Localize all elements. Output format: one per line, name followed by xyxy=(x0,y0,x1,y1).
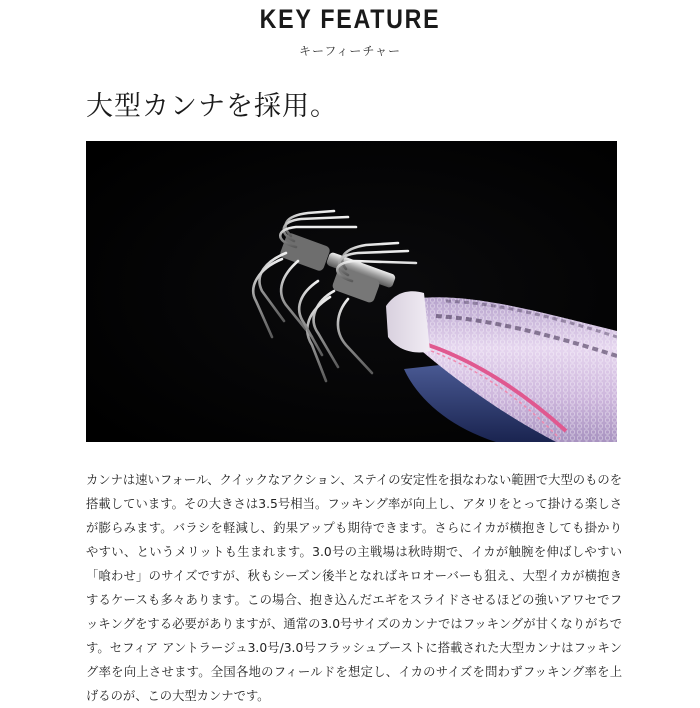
section-title: 大型カンナを採用。 xyxy=(86,91,338,122)
description-text: カンナは速いフォール、クイックなアクション、ステイの安定性を損なわない範囲で大型のものを搭載しています。その大きさは3.5号相当。フッキング率が向上し、アタリをとって掛ける楽しさが膨らみます。バラシを軽減し、釣果アップも期待できます。さらにイカが横抱きしても掛かりやすい、というメリットも生まれます。3.0号の主戦場は秋時期で、イカが触腕を伸ばしやすい「喰わせ」のサイズですが、秋もシーズン後半となればキロオーバーも狙え、大型イカが横抱きするケースも多々あります。この場合、抱き込んだエギをスライドさせるほどの強いアワセでフッキングをする必要がありますが、通常の3.0号サイズのカンナではフッキングが甘くなりがちです。セフィア アントラージュ3.0号/3.0号フラッシュブーストに搭載された大型カンナはフッキング率を向上させます。全国各地のフィールドを想定し、イカのサイズを問わずフッキング率を上げるのが、この大型カンナです。 xyxy=(86,473,622,703)
heading-en: KEY FEATURE xyxy=(259,4,441,34)
product-photo xyxy=(86,141,617,442)
squid-jig-hook-photo xyxy=(86,141,617,442)
heading-ja: キーフィーチャー xyxy=(298,44,402,58)
